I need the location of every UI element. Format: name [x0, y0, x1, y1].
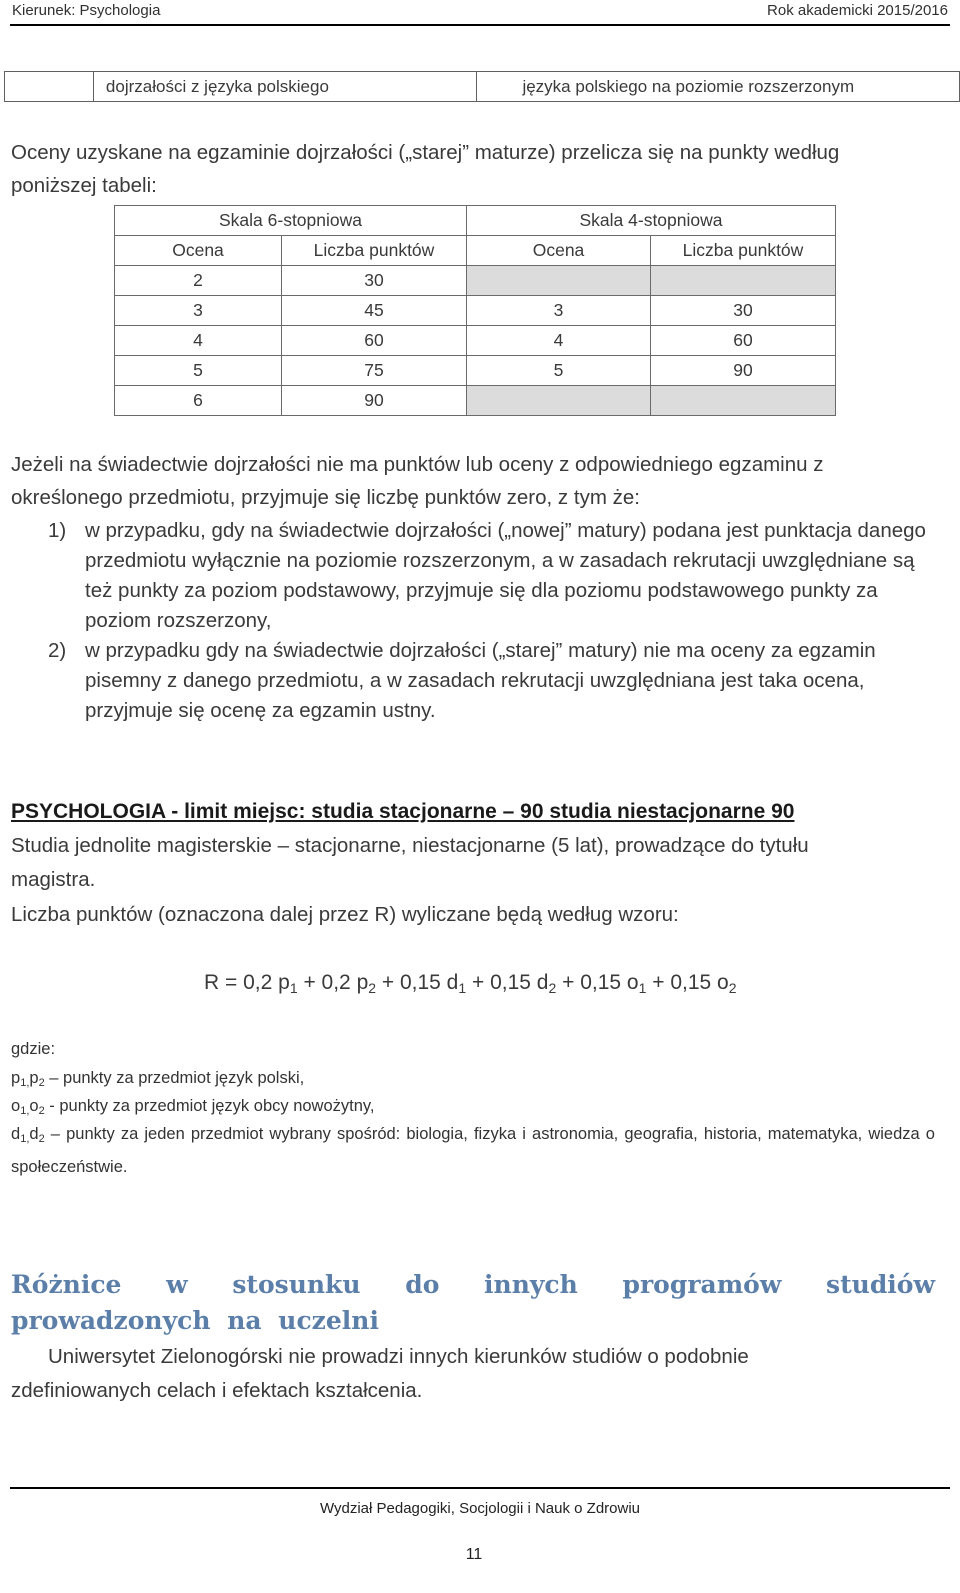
legend-subscript: 1	[20, 1133, 27, 1145]
header-skala-6: Skala 6-stopniowa	[115, 206, 467, 236]
page-number: 11	[465, 1546, 483, 1563]
table-cell-shaded	[651, 386, 836, 416]
column-header: Ocena	[115, 236, 282, 266]
table-row	[5, 72, 960, 102]
legend-subscript: 2	[38, 1077, 45, 1089]
formula-subscript: 2	[368, 980, 377, 996]
table-cell-shaded	[467, 386, 651, 416]
legend-gdzie: gdzie:	[11, 1040, 56, 1058]
table-row	[115, 386, 836, 416]
formula-term: + 0,15 o	[556, 971, 639, 994]
legend-symbol: p	[11, 1069, 21, 1087]
zero-points-line-1: Jeżeli na świadectwie dojrzałości nie ma punktów lub oceny z odpowiedniego egzaminu z	[11, 453, 824, 476]
table-header-group-row	[115, 206, 836, 236]
intro-line-1: Oceny uzyskane na egzaminie dojrzałości („starej” maturze) przelicza się na punkty według	[11, 141, 840, 164]
formula-subscript: 2	[728, 980, 737, 996]
studies-line-1: Studia jednolite magisterskie – stacjonarne, niestacjonarne (5 lat), prowadzące do tytułu	[11, 834, 809, 857]
header-rule	[10, 24, 950, 26]
table-cell-empty	[5, 72, 94, 102]
table-cell: 4	[115, 326, 282, 356]
list-item-number: 1)	[48, 519, 67, 542]
table-cell: 6	[115, 386, 282, 416]
table-cell: 60	[651, 326, 836, 356]
table-cell: 4	[467, 326, 651, 356]
points-formula	[204, 966, 737, 1005]
formula-subscript: 1	[458, 980, 467, 996]
table-row	[115, 356, 836, 386]
column-header: Liczba punktów	[651, 236, 836, 266]
legend-symbol: d	[11, 1125, 21, 1143]
differences-text-line-1: Uniwersytet Zielonogórski nie prowadzi innych kierunków studiów o podobnie	[48, 1345, 749, 1368]
table-cell: 30	[282, 266, 467, 296]
continued-table	[4, 71, 960, 102]
legend-subscript: 1	[20, 1077, 27, 1089]
list-item-text: w przypadku, gdy na świadectwie dojrzałości („nowej” matury) podana jest punktacja danego przedmiotu wyłącznie na poziomie rozszerzonym, a w zasadach rekrutacji uwzględniane są też punkty za poziom podstawowy, przyjmuje się dla poziomu podstawowego punkty za poziom rozszerzony,	[85, 519, 926, 632]
studies-line-2: magistra.	[11, 868, 96, 891]
formula-term: + 0,15 o	[646, 971, 729, 994]
table-cell: języka polskiego na poziomie rozszerzonym	[477, 72, 960, 102]
points-formula-intro: Liczba punktów (oznaczona dalej przez R) wyliczane będą według wzoru:	[11, 903, 679, 926]
legend-text: – punkty za jeden przedmiot wybrany spośród: biologia, fizyka i astronomia, geografia, historia, matematyka, wiedza o społeczeństwie.	[11, 1125, 935, 1176]
list-item-text: w przypadku gdy na świadectwie dojrzałości („starej” matury) nie ma oceny za egzamin pisemny z danego przedmiotu, a w zasadach rekrutacji uwzględniana jest taka ocena, przyjmuje się ocenę za egzamin ustny.	[85, 639, 876, 722]
table-row	[115, 266, 836, 296]
legend-separator: ,	[26, 1077, 30, 1089]
rules-list	[48, 516, 938, 726]
header-academic-year: Rok akademicki 2015/2016	[767, 2, 948, 19]
table-cell: 2	[115, 266, 282, 296]
differences-text-line-2: zdefiniowanych celach i efektach kształcenia.	[11, 1379, 423, 1402]
footer-faculty: Wydział Pedagogiki, Socjologii i Nauk o Zdrowiu	[319, 1500, 641, 1517]
header-program: Kierunek: Psychologia	[12, 2, 161, 19]
formula-subscript: 1	[638, 980, 647, 996]
legend-symbol: p	[29, 1069, 39, 1087]
page-header	[0, 0, 960, 24]
legend-separator: ,	[26, 1133, 30, 1145]
legend-subscript: 2	[38, 1133, 45, 1145]
formula-term: R = 0,2 p	[204, 971, 290, 994]
table-cell: 90	[282, 386, 467, 416]
column-header: Liczba punktów	[282, 236, 467, 266]
legend-symbol: o	[29, 1097, 39, 1115]
table-cell: 30	[651, 296, 836, 326]
grade-conversion-table	[114, 205, 836, 416]
table-cell: 3	[115, 296, 282, 326]
table-cell: 75	[282, 356, 467, 386]
table-row	[115, 296, 836, 326]
formula-subscript: 2	[548, 980, 557, 996]
table-cell-shaded	[651, 266, 836, 296]
list-item	[48, 636, 938, 726]
legend-text: – punkty za przedmiot język polski,	[44, 1069, 305, 1087]
list-item	[48, 516, 938, 636]
table-header-row	[115, 236, 836, 266]
table-cell: 5	[115, 356, 282, 386]
column-header: Ocena	[467, 236, 651, 266]
zero-points-line-2: określonego przedmiotu, przyjmuje się liczbę punktów zero, z tym że:	[11, 486, 640, 509]
legend-text: - punkty za przedmiot język obcy nowożytny,	[44, 1097, 375, 1115]
differences-heading: Różnice w stosunku do innych programów studiów prowadzonych na uczelni	[11, 1270, 935, 1335]
legend-subscript: 2	[38, 1105, 45, 1117]
list-item-number: 2)	[48, 639, 67, 662]
table-row	[115, 326, 836, 356]
table-cell: 60	[282, 326, 467, 356]
formula-term: + 0,15 d	[466, 971, 549, 994]
table-cell-shaded	[467, 266, 651, 296]
table-cell: 3	[467, 296, 651, 326]
footer-rule	[10, 1487, 950, 1489]
header-skala-4: Skala 4-stopniowa	[467, 206, 836, 236]
legend-subscript: 1	[20, 1105, 27, 1117]
intro-line-2: poniższej tabeli:	[11, 174, 157, 197]
legend-separator: ,	[26, 1105, 30, 1117]
formula-term: + 0,2 p	[297, 971, 369, 994]
table-cell: 90	[651, 356, 836, 386]
table-cell: dojrzałości z języka polskiego	[93, 72, 477, 102]
formula-subscript: 1	[289, 980, 298, 996]
formula-term: + 0,15 d	[376, 971, 459, 994]
legend-symbol: d	[29, 1125, 39, 1143]
table-cell: 5	[467, 356, 651, 386]
legend-d	[11, 1120, 935, 1181]
psychology-heading: PSYCHOLOGIA - limit miejsc: studia stacjonarne – 90 studia niestacjonarne 90	[11, 800, 795, 823]
legend-symbol: o	[11, 1097, 21, 1115]
table-cell: 45	[282, 296, 467, 326]
